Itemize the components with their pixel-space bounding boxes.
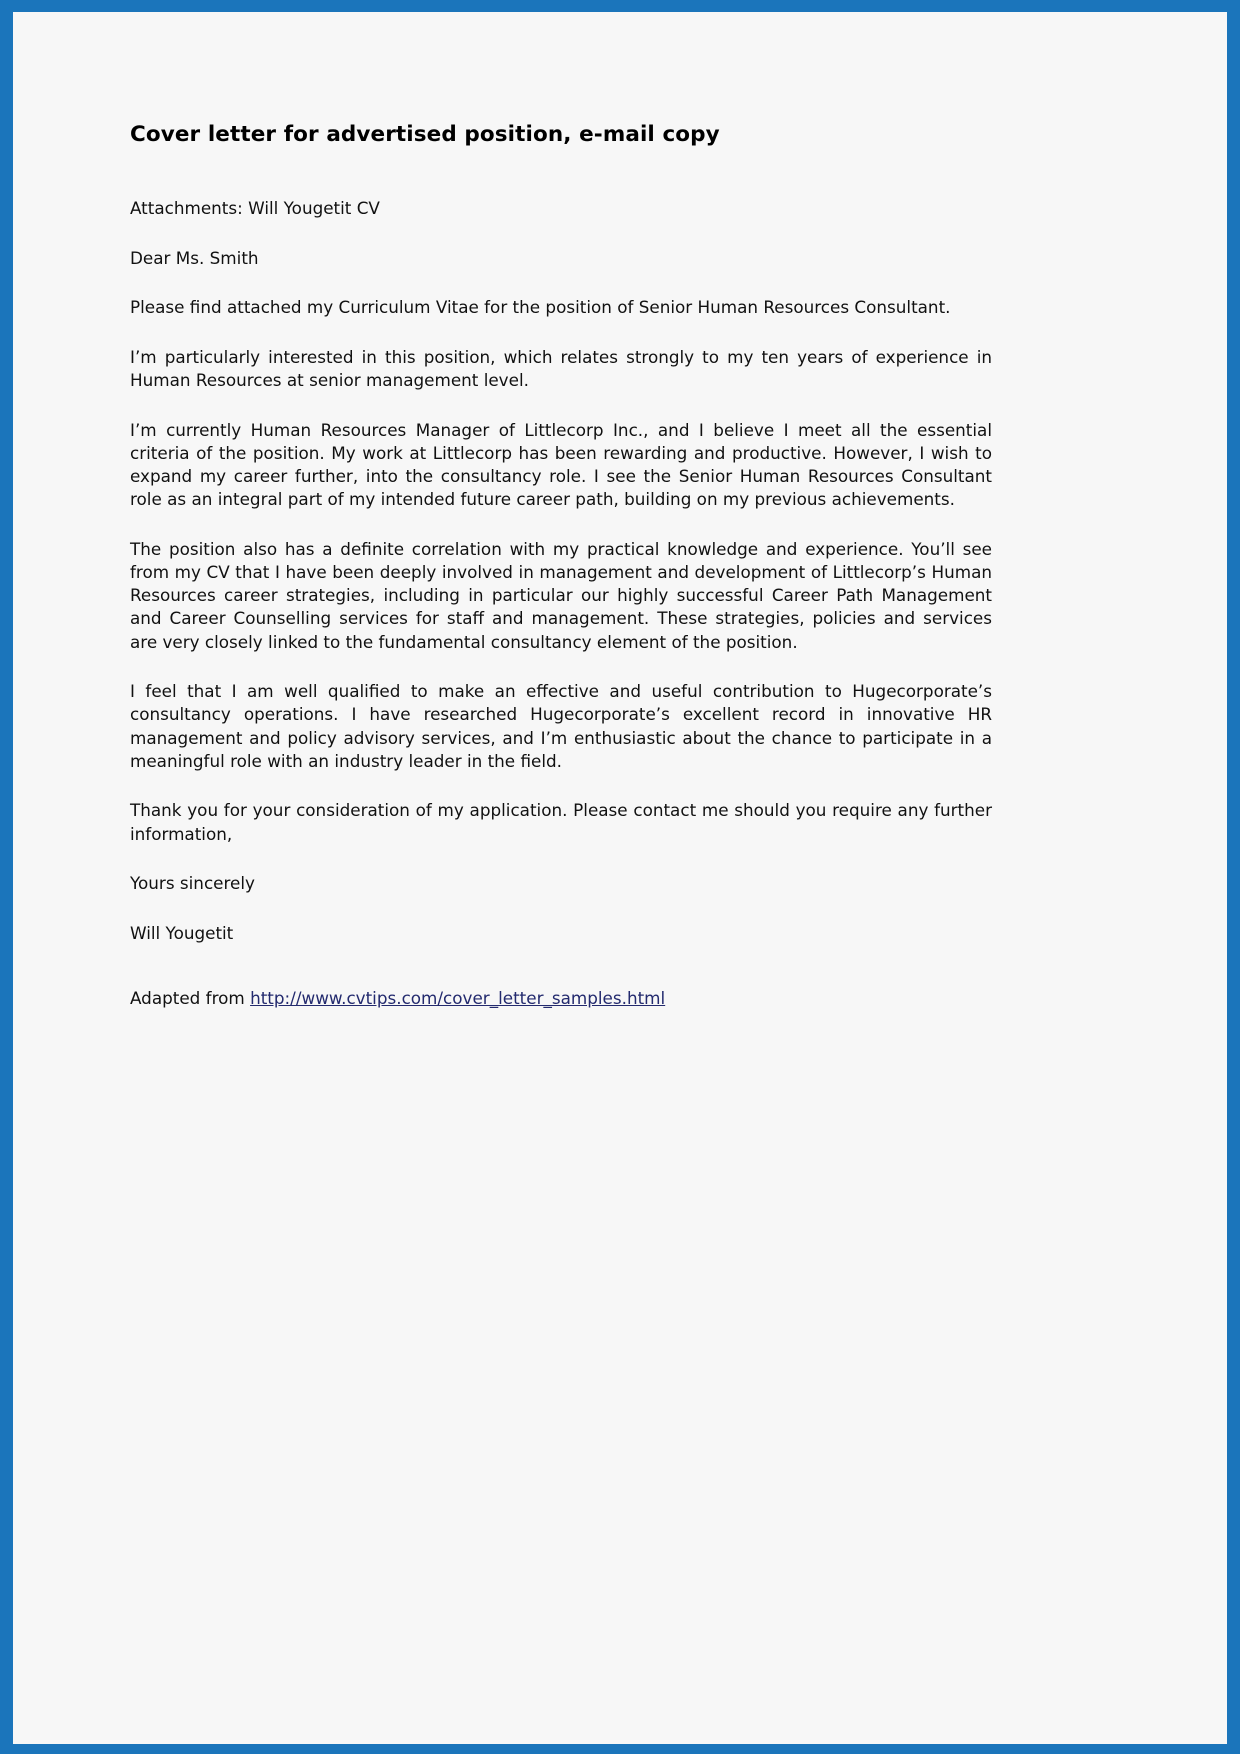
document-page — [13, 12, 1227, 1744]
source-attribution — [130, 987, 992, 1010]
body-paragraph-3: I’m currently Human Resources Manager of Littlecorp Inc., and I believe I meet all the essential criteria of the position. My work at Littlecorp has been rewarding and productive. However, I wish to expand my career further, into the consultancy role. I see the Senior Human Resources Consultant role as an integral part of my intended future career path, building on my previous achievements. — [130, 419, 992, 510]
letter-content — [130, 122, 992, 1010]
closing-line: Yours sincerely — [130, 873, 255, 894]
attachments-line: Attachments: Will Yougetit CV — [130, 197, 380, 218]
body-paragraph-1: Please find attached my Curriculum Vitae for the position of Senior Human Resources Consultant. — [130, 297, 951, 318]
body-paragraph-5: I feel that I am well qualified to make an effective and useful contribution to Hugecorporate’s consultancy operations. I have researched Hugecorporate’s excellent record in innovative HR management and policy advisory services, and I’m enthusiastic about the chance to participate in a meaningful role with an industry leader in the field. — [130, 681, 992, 771]
page-title: Cover letter for advertised position, e-mail copy — [130, 122, 720, 147]
source-url-link[interactable]: http://www.cvtips.com/cover_letter_samples.html — [250, 988, 666, 1009]
body-paragraph-4: The position also has a definite correlation with my practical knowledge and experience. You’ll see from my CV that I have been deeply involved in management and development of Littlecorp’s Human Resources career strategies, including in particular our highly successful Career Path Management and Career Counselling services for staff and management. These strategies, policies and services are very closely linked to the fundamental consultancy element of the position. — [130, 538, 992, 652]
signature-name: Will Yougetit — [130, 922, 234, 943]
salutation: Dear Ms. Smith — [130, 247, 259, 268]
body-paragraph-2: I’m particularly interested in this position, which relates strongly to my ten years of experience in Human Resources at senior management level. — [130, 346, 992, 391]
body-paragraph-6: Thank you for your consideration of my application. Please contact me should you require any further information, — [130, 800, 992, 844]
source-prefix-label: Adapted from — [130, 988, 251, 1009]
